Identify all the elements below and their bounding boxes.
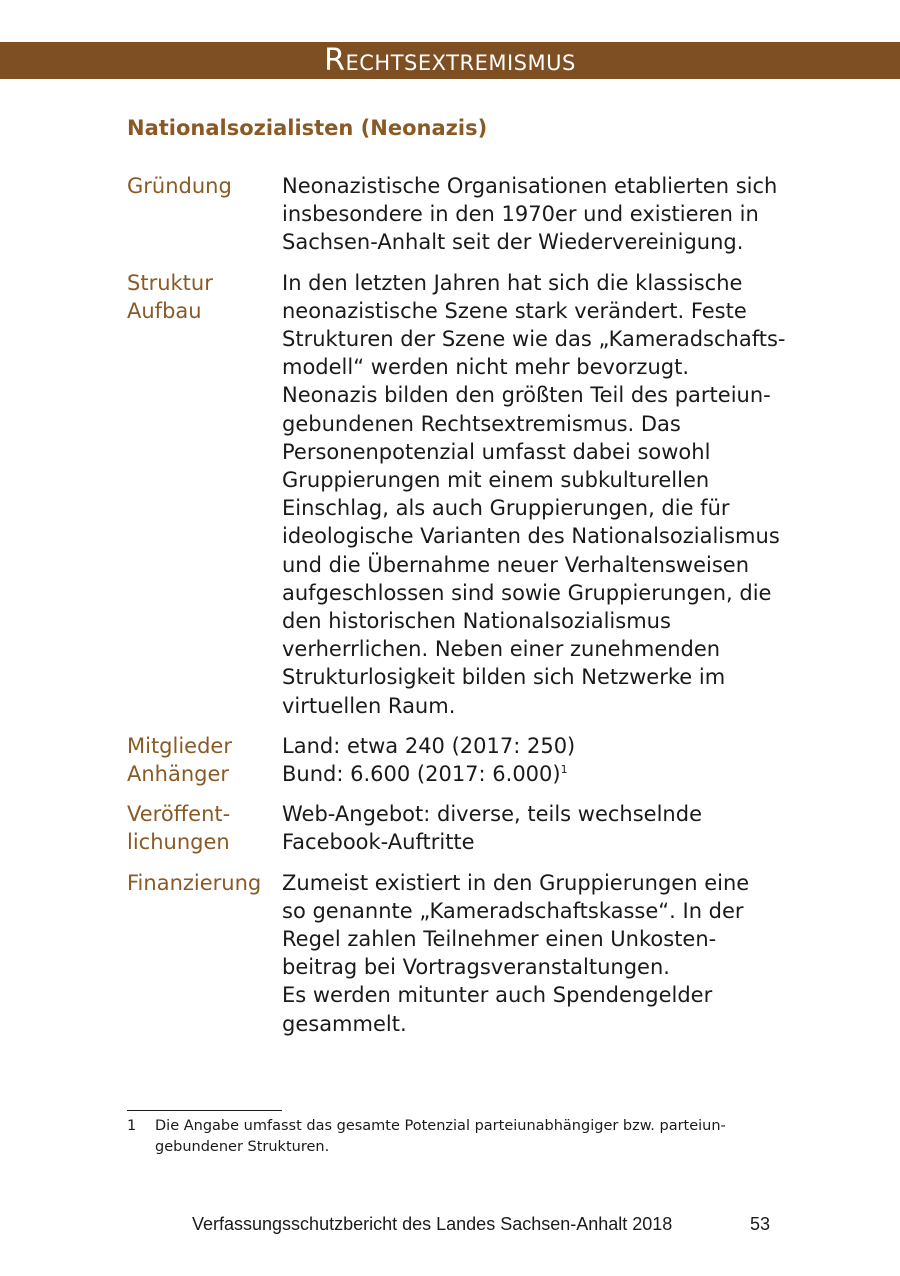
entry-text-line	[282, 228, 787, 256]
entry-row	[127, 869, 787, 1038]
section-banner	[0, 42, 900, 79]
entry-row	[127, 732, 787, 788]
entry-text-content: Facebook-Auftritte	[282, 830, 475, 855]
entry-text-content: Neonazis bilden den größten Teil des parteiun-	[282, 383, 771, 408]
entry-label	[127, 800, 282, 856]
entry-text-line	[282, 760, 787, 788]
entry-label-line: Anhänger	[127, 762, 230, 787]
entry-text-line	[282, 800, 787, 828]
entry-text-content: Land: etwa 240 (2017: 250)	[282, 733, 576, 758]
entry-text-line	[282, 869, 787, 897]
entry-text-content: Strukturen der Szene wie das „Kameradschafts-	[282, 327, 786, 352]
entry-text-content: Web-Angebot: diverse, teils wechselnde	[282, 802, 702, 827]
banner-title: Rechtsextremismus	[324, 43, 576, 78]
entry-label	[127, 732, 282, 788]
entry-text-line	[282, 466, 787, 494]
entry-text-line	[282, 1010, 787, 1038]
entry-text	[282, 869, 787, 1038]
footnote-line: Die Angabe umfasst das gesamte Potenzial parteiunabhängiger bzw. parteiun-	[155, 1118, 726, 1134]
entry-label	[127, 172, 282, 257]
entry-text-content: neonazistische Szene stark verändert. Feste	[282, 298, 747, 323]
entry-text-line	[282, 297, 787, 325]
entry-text-line	[282, 732, 787, 760]
entry-text-line	[282, 828, 787, 856]
entry-label-line: Veröffent-	[127, 802, 231, 827]
entry-text-line	[282, 200, 787, 228]
entry-row	[127, 800, 787, 856]
entry-text-content: beitrag bei Vortragsveranstaltungen.	[282, 955, 670, 980]
entry-text-content: Zumeist existiert in den Gruppierungen eine	[282, 870, 750, 895]
entry-label-line: Mitglieder	[127, 733, 232, 758]
footnote-reference: 1	[560, 763, 568, 777]
entry-label-line: Gründung	[127, 174, 232, 198]
entry-text-line	[282, 579, 787, 607]
entry-text-line	[282, 172, 787, 200]
footnote-text	[155, 1116, 726, 1158]
section-title: Nationalsozialisten (Neonazis)	[127, 116, 488, 140]
entries-list	[127, 172, 787, 1050]
page-number: 53	[750, 1214, 771, 1234]
entry-text	[282, 732, 787, 788]
entry-text-line	[282, 410, 787, 438]
entry-text-content: ideologische Varianten des Nationalsozialismus	[282, 524, 780, 549]
entry-text-content: aufgeschlossen sind sowie Gruppierungen, die	[282, 580, 772, 605]
entry-text	[282, 800, 787, 856]
entry-text-line	[282, 551, 787, 579]
entry-text-line	[282, 438, 787, 466]
entry-label	[127, 269, 282, 720]
entry-text-content: virtuellen Raum.	[282, 693, 456, 718]
entry-text-content: verherrlichen. Neben einer zunehmenden	[282, 637, 721, 662]
entry-text-line	[282, 981, 787, 1009]
entry-text-content: Strukturlosigkeit bilden sich Netzwerke im	[282, 665, 726, 690]
entry-label-line: Struktur	[127, 270, 213, 295]
entry-label	[127, 869, 282, 1038]
entry-text-content: gebundenen Rechtsextremismus. Das	[282, 411, 681, 436]
entry-text-line	[282, 635, 787, 663]
entry-text	[282, 172, 787, 257]
entry-text-content: und die Übernahme neuer Verhaltensweisen	[282, 552, 750, 577]
footnote	[127, 1116, 767, 1158]
entry-text-line	[282, 663, 787, 691]
entry-row	[127, 172, 787, 257]
entry-label-line: Aufbau	[127, 298, 202, 323]
entry-text-line	[282, 522, 787, 550]
entry-text-content: insbesondere in den 1970er und existieren in	[282, 202, 759, 227]
entry-text-line	[282, 494, 787, 522]
entry-text-content: Einschlag, als auch Gruppierungen, die für	[282, 496, 730, 521]
entry-row	[127, 269, 787, 720]
entry-text-content: Personenpotenzial umfasst dabei sowohl	[282, 439, 711, 464]
entry-text-content: Sachsen-Anhalt seit der Wiedervereinigung.	[282, 230, 744, 255]
footnote-divider	[127, 1110, 282, 1111]
entry-text-content: Neonazistische Organisationen etablierten sich	[282, 174, 778, 198]
entry-text-content: Regel zahlen Teilnehmer einen Unkosten-	[282, 927, 717, 952]
entry-text-line	[282, 925, 787, 953]
entry-text-line	[282, 381, 787, 409]
footer-title: Verfassungsschutzbericht des Landes Sachsen-Anhalt 2018	[192, 1214, 673, 1234]
entry-text-line	[282, 692, 787, 720]
footnote-line: gebundener Strukturen.	[155, 1139, 330, 1155]
entry-text	[282, 269, 787, 720]
entry-text-content: Gruppierungen mit einem subkulturellen	[282, 468, 710, 493]
entry-text-content: Bund: 6.600 (2017: 6.000)	[282, 762, 561, 787]
entry-text-line	[282, 607, 787, 635]
entry-text-line	[282, 325, 787, 353]
entry-text-content: den historischen Nationalsozialismus	[282, 609, 671, 634]
entry-text-content: so genannte „Kameradschaftskasse“. In der	[282, 898, 744, 923]
entry-text-line	[282, 269, 787, 297]
entry-text-line	[282, 353, 787, 381]
entry-label-line: Finanzierung	[127, 870, 262, 895]
entry-text-content: Es werden mitunter auch Spendengelder	[282, 983, 713, 1008]
entry-text-content: In den letzten Jahren hat sich die klassische	[282, 270, 743, 295]
entry-text-line	[282, 953, 787, 981]
entry-text-line	[282, 897, 787, 925]
entry-text-content: gesammelt.	[282, 1011, 407, 1036]
entry-label-line: lichungen	[127, 830, 230, 855]
entry-text-content: modell“ werden nicht mehr bevorzugt.	[282, 355, 690, 380]
footnote-number: 1	[127, 1118, 137, 1134]
